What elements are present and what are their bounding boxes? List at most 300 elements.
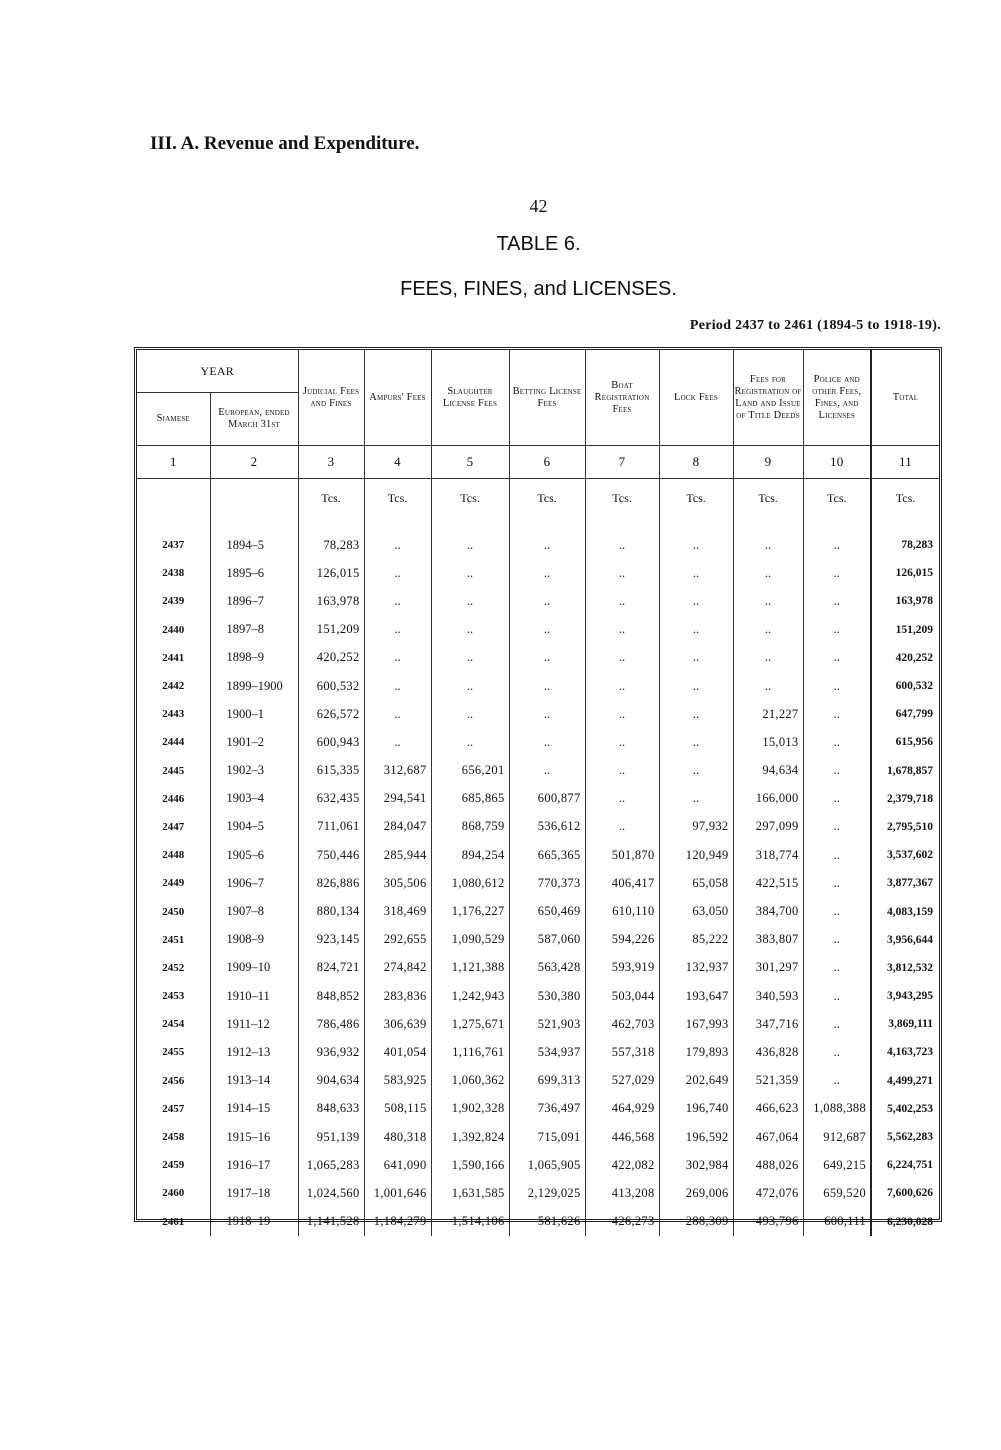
- cell-police: ..: [803, 644, 871, 672]
- section-heading: III. A. Revenue and Expenditure.: [150, 133, 420, 154]
- cell-betting: 770,373: [509, 869, 585, 897]
- cell-slaughter: 1,514,106: [431, 1208, 509, 1236]
- units-blank: [137, 479, 210, 532]
- cell-european: 1915–16: [210, 1123, 298, 1151]
- cell-ampurs: ..: [364, 672, 431, 700]
- fees-table-frame: [134, 347, 942, 1229]
- cell-total: 3,877,367: [871, 869, 939, 897]
- cell-total: 6,230,028: [871, 1208, 939, 1236]
- cell-betting: 650,469: [509, 897, 585, 925]
- cell-betting: ..: [509, 644, 585, 672]
- unit-label: Tcs.: [585, 479, 659, 532]
- cell-lock: 196,592: [659, 1123, 733, 1151]
- cell-slaughter: 1,116,761: [431, 1038, 509, 1066]
- cell-boat: ..: [585, 587, 659, 615]
- cell-ampurs: 294,541: [364, 785, 431, 813]
- column-number: 9: [733, 446, 803, 479]
- table-row: [137, 954, 939, 982]
- table-row: [137, 559, 939, 587]
- cell-judicial: 936,932: [298, 1038, 364, 1066]
- cell-boat: ..: [585, 672, 659, 700]
- cell-registration: ..: [733, 531, 803, 559]
- unit-label: Tcs.: [431, 479, 509, 532]
- cell-slaughter: 1,176,227: [431, 897, 509, 925]
- cell-siamese: 2440: [162, 623, 185, 636]
- table-row: [137, 1179, 939, 1207]
- cell-ampurs: 1,001,646: [364, 1179, 431, 1207]
- cell-lock: ..: [659, 587, 733, 615]
- cell-siamese: 2455: [162, 1046, 185, 1059]
- cell-registration: 347,716: [733, 1010, 803, 1038]
- table-row: [137, 813, 939, 841]
- header-year: YEAR: [137, 350, 298, 393]
- cell-registration: 340,593: [733, 982, 803, 1010]
- cell-total: 163,978: [871, 587, 939, 615]
- cell-lock: 85,222: [659, 926, 733, 954]
- cell-european: 1905–6: [210, 841, 298, 869]
- cell-ampurs: 284,047: [364, 813, 431, 841]
- cell-registration: 15,013: [733, 728, 803, 756]
- cell-police: ..: [803, 559, 871, 587]
- cell-police: ..: [803, 1010, 871, 1038]
- table-row: [137, 982, 939, 1010]
- table-body: [137, 531, 939, 1236]
- column-number: 5: [431, 446, 509, 479]
- cell-betting: 715,091: [509, 1123, 585, 1151]
- cell-betting: ..: [509, 757, 585, 785]
- cell-judicial: 904,634: [298, 1067, 364, 1095]
- cell-total: 1,678,857: [871, 757, 939, 785]
- table-row: [137, 700, 939, 728]
- cell-judicial: 848,852: [298, 982, 364, 1010]
- cell-judicial: 826,886: [298, 869, 364, 897]
- cell-siamese: 2454: [162, 1018, 185, 1031]
- cell-total: 78,283: [871, 531, 939, 559]
- cell-lock: 193,647: [659, 982, 733, 1010]
- cell-european: 1914–15: [210, 1095, 298, 1123]
- cell-betting: 587,060: [509, 926, 585, 954]
- cell-betting: 1,065,905: [509, 1151, 585, 1179]
- header-siamese: Siamese: [156, 413, 190, 424]
- cell-registration: 521,359: [733, 1067, 803, 1095]
- cell-boat: 464,929: [585, 1095, 659, 1123]
- cell-siamese: 2457: [162, 1102, 185, 1115]
- cell-ampurs: 480,318: [364, 1123, 431, 1151]
- cell-siamese: 2456: [162, 1074, 185, 1087]
- cell-boat: ..: [585, 785, 659, 813]
- table-row: [137, 616, 939, 644]
- cell-judicial: 848,633: [298, 1095, 364, 1123]
- page-number: 42: [529, 196, 548, 216]
- cell-judicial: 1,024,560: [298, 1179, 364, 1207]
- cell-total: 615,956: [871, 728, 939, 756]
- cell-lock: ..: [659, 644, 733, 672]
- cell-judicial: 923,145: [298, 926, 364, 954]
- cell-registration: 21,227: [733, 700, 803, 728]
- header-total: Total: [871, 350, 939, 446]
- cell-betting: 2,129,025: [509, 1179, 585, 1207]
- cell-boat: 557,318: [585, 1038, 659, 1066]
- column-number: 11: [871, 446, 939, 479]
- table-row: [137, 757, 939, 785]
- cell-slaughter: 1,631,585: [431, 1179, 509, 1207]
- cell-boat: 593,919: [585, 954, 659, 982]
- column-number: 8: [659, 446, 733, 479]
- cell-registration: 488,026: [733, 1151, 803, 1179]
- cell-police: ..: [803, 926, 871, 954]
- cell-total: 3,537,602: [871, 841, 939, 869]
- cell-judicial: 951,139: [298, 1123, 364, 1151]
- cell-total: 3,869,111: [871, 1010, 939, 1038]
- table-subtitle: FEES, FINES, and LICENSES.: [400, 278, 677, 300]
- cell-boat: 413,208: [585, 1179, 659, 1207]
- cell-slaughter: ..: [431, 644, 509, 672]
- cell-total: 600,532: [871, 672, 939, 700]
- unit-label: Tcs.: [298, 479, 364, 532]
- cell-european: 1899–1900: [210, 672, 298, 700]
- cell-betting: 665,365: [509, 841, 585, 869]
- header-lock: Lock Fees: [659, 350, 733, 446]
- cell-police: 600,111: [803, 1208, 871, 1236]
- cell-boat: ..: [585, 757, 659, 785]
- cell-ampurs: ..: [364, 644, 431, 672]
- cell-european: 1911–12: [210, 1010, 298, 1038]
- cell-siamese: 2459: [162, 1159, 185, 1172]
- cell-slaughter: ..: [431, 728, 509, 756]
- cell-boat: 446,568: [585, 1123, 659, 1151]
- cell-slaughter: ..: [431, 672, 509, 700]
- cell-slaughter: 685,865: [431, 785, 509, 813]
- cell-ampurs: 401,054: [364, 1038, 431, 1066]
- period-label: Period 2437 to 2461 (1894-5 to 1918-19).: [689, 318, 941, 333]
- cell-boat: 406,417: [585, 869, 659, 897]
- cell-slaughter: 1,242,943: [431, 982, 509, 1010]
- cell-slaughter: 1,060,362: [431, 1067, 509, 1095]
- cell-siamese: 2437: [162, 539, 185, 552]
- cell-european: 1895–6: [210, 559, 298, 587]
- cell-european: 1908–9: [210, 926, 298, 954]
- header-police: Police and other Fees, Fines, and Licenses: [803, 350, 871, 446]
- cell-boat: ..: [585, 644, 659, 672]
- cell-police: 659,520: [803, 1179, 871, 1207]
- cell-ampurs: 274,842: [364, 954, 431, 982]
- cell-siamese: 2460: [162, 1187, 185, 1200]
- cell-ampurs: 583,925: [364, 1067, 431, 1095]
- cell-european: 1902–3: [210, 757, 298, 785]
- cell-boat: ..: [585, 813, 659, 841]
- cell-judicial: 163,978: [298, 587, 364, 615]
- cell-registration: ..: [733, 644, 803, 672]
- cell-ampurs: ..: [364, 587, 431, 615]
- cell-registration: 436,828: [733, 1038, 803, 1066]
- column-number: 3: [298, 446, 364, 479]
- cell-boat: ..: [585, 559, 659, 587]
- cell-ampurs: 292,655: [364, 926, 431, 954]
- cell-slaughter: 868,759: [431, 813, 509, 841]
- cell-police: ..: [803, 672, 871, 700]
- cell-lock: 179,893: [659, 1038, 733, 1066]
- cell-betting: 736,497: [509, 1095, 585, 1123]
- cell-siamese: 2444: [162, 736, 185, 749]
- cell-siamese: 2442: [162, 680, 185, 693]
- cell-ampurs: ..: [364, 700, 431, 728]
- fees-table: [137, 350, 939, 1236]
- cell-european: 1917–18: [210, 1179, 298, 1207]
- cell-total: 2,379,718: [871, 785, 939, 813]
- cell-betting: ..: [509, 700, 585, 728]
- cell-police: ..: [803, 1038, 871, 1066]
- cell-boat: ..: [585, 700, 659, 728]
- header-registration: Fees for Registration of Land and Issue of Title Deeds: [733, 350, 803, 446]
- cell-siamese: 2461: [162, 1215, 185, 1228]
- cell-slaughter: 656,201: [431, 757, 509, 785]
- cell-judicial: 880,134: [298, 897, 364, 925]
- header-boat: Boat Registration Fees: [585, 350, 659, 446]
- cell-boat: ..: [585, 616, 659, 644]
- cell-slaughter: 1,392,824: [431, 1123, 509, 1151]
- cell-boat: 503,044: [585, 982, 659, 1010]
- cell-judicial: 711,061: [298, 813, 364, 841]
- cell-registration: 166,000: [733, 785, 803, 813]
- table-row: [137, 785, 939, 813]
- cell-total: 6,224,751: [871, 1151, 939, 1179]
- cell-lock: ..: [659, 728, 733, 756]
- cell-judicial: 126,015: [298, 559, 364, 587]
- cell-lock: 269,006: [659, 1179, 733, 1207]
- column-number: 10: [803, 446, 871, 479]
- cell-registration: 466,623: [733, 1095, 803, 1123]
- cell-ampurs: 1,184,279: [364, 1208, 431, 1236]
- cell-slaughter: 1,090,529: [431, 926, 509, 954]
- cell-total: 4,163,723: [871, 1038, 939, 1066]
- cell-police: ..: [803, 982, 871, 1010]
- cell-police: ..: [803, 757, 871, 785]
- cell-registration: 493,796: [733, 1208, 803, 1236]
- cell-registration: 384,700: [733, 897, 803, 925]
- cell-betting: 534,937: [509, 1038, 585, 1066]
- header-ampurs: Ampurs' Fees: [364, 350, 431, 446]
- unit-label: Tcs.: [871, 479, 939, 532]
- cell-european: 1896–7: [210, 587, 298, 615]
- cell-boat: 594,226: [585, 926, 659, 954]
- cell-betting: ..: [509, 728, 585, 756]
- cell-boat: ..: [585, 531, 659, 559]
- cell-siamese: 2441: [162, 651, 185, 664]
- unit-label: Tcs.: [733, 479, 803, 532]
- cell-total: 3,956,644: [871, 926, 939, 954]
- cell-european: 1907–8: [210, 897, 298, 925]
- cell-siamese: 2447: [162, 820, 185, 833]
- cell-betting: 600,877: [509, 785, 585, 813]
- cell-police: ..: [803, 1067, 871, 1095]
- cell-judicial: 626,572: [298, 700, 364, 728]
- cell-lock: ..: [659, 672, 733, 700]
- cell-lock: 97,932: [659, 813, 733, 841]
- cell-ampurs: 508,115: [364, 1095, 431, 1123]
- cell-police: ..: [803, 813, 871, 841]
- cell-total: 5,562,283: [871, 1123, 939, 1151]
- cell-european: 1903–4: [210, 785, 298, 813]
- column-number: 2: [210, 446, 298, 479]
- table-row: [137, 926, 939, 954]
- cell-police: ..: [803, 728, 871, 756]
- cell-betting: 530,380: [509, 982, 585, 1010]
- cell-european: 1904–5: [210, 813, 298, 841]
- cell-ampurs: 305,506: [364, 869, 431, 897]
- cell-european: 1906–7: [210, 869, 298, 897]
- cell-judicial: 600,943: [298, 728, 364, 756]
- cell-betting: ..: [509, 587, 585, 615]
- table-row: [137, 644, 939, 672]
- cell-slaughter: 1,590,166: [431, 1151, 509, 1179]
- cell-siamese: 2446: [162, 792, 185, 805]
- header-slaughter: Slaughter License Fees: [431, 350, 509, 446]
- table-row: [137, 531, 939, 559]
- cell-judicial: 78,283: [298, 531, 364, 559]
- cell-siamese: 2443: [162, 708, 185, 721]
- unit-label: Tcs.: [803, 479, 871, 532]
- cell-judicial: 420,252: [298, 644, 364, 672]
- cell-police: ..: [803, 531, 871, 559]
- cell-lock: 65,058: [659, 869, 733, 897]
- cell-betting: ..: [509, 616, 585, 644]
- cell-european: 1901–2: [210, 728, 298, 756]
- cell-registration: 422,515: [733, 869, 803, 897]
- cell-siamese: 2445: [162, 764, 185, 777]
- cell-betting: 699,313: [509, 1067, 585, 1095]
- column-number: 7: [585, 446, 659, 479]
- cell-siamese: 2449: [162, 877, 185, 890]
- cell-judicial: 786,486: [298, 1010, 364, 1038]
- cell-total: 4,499,271: [871, 1067, 939, 1095]
- unit-label: Tcs.: [659, 479, 733, 532]
- cell-police: ..: [803, 616, 871, 644]
- header-judicial: Judicial Fees and Fines: [298, 350, 364, 446]
- cell-siamese: 2438: [162, 567, 185, 580]
- cell-lock: ..: [659, 757, 733, 785]
- cell-boat: ..: [585, 728, 659, 756]
- column-number: 6: [509, 446, 585, 479]
- cell-betting: 563,428: [509, 954, 585, 982]
- table-row: [137, 1208, 939, 1236]
- cell-total: 2,795,510: [871, 813, 939, 841]
- cell-lock: 132,937: [659, 954, 733, 982]
- cell-european: 1898–9: [210, 644, 298, 672]
- table-row: [137, 728, 939, 756]
- cell-registration: ..: [733, 616, 803, 644]
- table-row: [137, 1010, 939, 1038]
- cell-european: 1897–8: [210, 616, 298, 644]
- cell-judicial: 151,209: [298, 616, 364, 644]
- cell-european: 1910–11: [210, 982, 298, 1010]
- cell-slaughter: ..: [431, 559, 509, 587]
- cell-siamese: 2458: [162, 1131, 185, 1144]
- cell-boat: 462,703: [585, 1010, 659, 1038]
- cell-total: 3,812,532: [871, 954, 939, 982]
- unit-label: Tcs.: [509, 479, 585, 532]
- cell-slaughter: 894,254: [431, 841, 509, 869]
- cell-lock: 302,984: [659, 1151, 733, 1179]
- cell-betting: 536,612: [509, 813, 585, 841]
- cell-police: ..: [803, 869, 871, 897]
- cell-boat: 501,870: [585, 841, 659, 869]
- cell-judicial: 600,532: [298, 672, 364, 700]
- cell-boat: 426,273: [585, 1208, 659, 1236]
- cell-boat: 422,082: [585, 1151, 659, 1179]
- cell-registration: 297,099: [733, 813, 803, 841]
- header-betting: Betting License Fees: [509, 350, 585, 446]
- cell-siamese: 2450: [162, 905, 185, 918]
- cell-lock: 288,309: [659, 1208, 733, 1236]
- cell-european: 1918–19: [210, 1208, 298, 1236]
- cell-european: 1894–5: [210, 531, 298, 559]
- cell-police: 912,687: [803, 1123, 871, 1151]
- cell-total: 126,015: [871, 559, 939, 587]
- cell-european: 1912–13: [210, 1038, 298, 1066]
- cell-ampurs: 283,836: [364, 982, 431, 1010]
- header-european: European, ended March 31st: [210, 393, 298, 446]
- cell-judicial: 632,435: [298, 785, 364, 813]
- cell-betting: ..: [509, 531, 585, 559]
- cell-police: ..: [803, 841, 871, 869]
- cell-boat: 610,110: [585, 897, 659, 925]
- cell-slaughter: 1,275,671: [431, 1010, 509, 1038]
- cell-betting: ..: [509, 672, 585, 700]
- table-row: [137, 841, 939, 869]
- cell-boat: 527,029: [585, 1067, 659, 1095]
- table-row: [137, 1067, 939, 1095]
- cell-total: 4,083,159: [871, 897, 939, 925]
- cell-police: 649,215: [803, 1151, 871, 1179]
- cell-total: 7,600,626: [871, 1179, 939, 1207]
- cell-police: 1,088,388: [803, 1095, 871, 1123]
- units-blank: [210, 479, 298, 532]
- cell-slaughter: 1,121,388: [431, 954, 509, 982]
- cell-lock: ..: [659, 531, 733, 559]
- cell-police: ..: [803, 954, 871, 982]
- cell-police: ..: [803, 785, 871, 813]
- cell-siamese: 2451: [162, 933, 185, 946]
- column-number: 1: [137, 446, 210, 479]
- cell-registration: 383,807: [733, 926, 803, 954]
- cell-registration: ..: [733, 559, 803, 587]
- cell-police: ..: [803, 897, 871, 925]
- table-row: [137, 1123, 939, 1151]
- cell-lock: 167,993: [659, 1010, 733, 1038]
- cell-slaughter: ..: [431, 531, 509, 559]
- cell-betting: 521,903: [509, 1010, 585, 1038]
- cell-ampurs: 641,090: [364, 1151, 431, 1179]
- cell-ampurs: ..: [364, 531, 431, 559]
- table-row: [137, 897, 939, 925]
- cell-total: 420,252: [871, 644, 939, 672]
- cell-ampurs: 318,469: [364, 897, 431, 925]
- cell-european: 1909–10: [210, 954, 298, 982]
- cell-total: 647,799: [871, 700, 939, 728]
- units-row-group: [137, 479, 939, 532]
- cell-registration: 467,064: [733, 1123, 803, 1151]
- cell-european: 1913–14: [210, 1067, 298, 1095]
- cell-total: 151,209: [871, 616, 939, 644]
- cell-ampurs: ..: [364, 559, 431, 587]
- table-row: [137, 1151, 939, 1179]
- cell-registration: 94,634: [733, 757, 803, 785]
- cell-registration: ..: [733, 587, 803, 615]
- cell-slaughter: ..: [431, 616, 509, 644]
- cell-judicial: 615,335: [298, 757, 364, 785]
- cell-lock: 202,649: [659, 1067, 733, 1095]
- cell-slaughter: ..: [431, 700, 509, 728]
